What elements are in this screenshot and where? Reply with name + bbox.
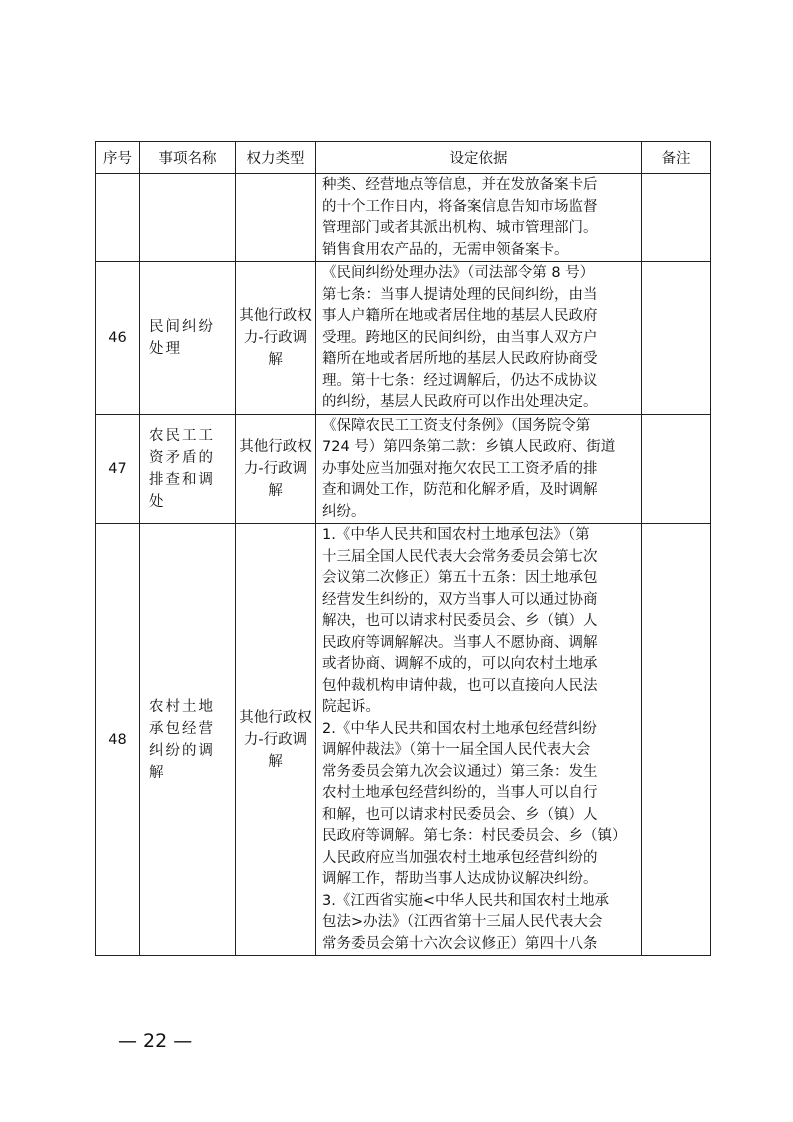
basis-line: 会议第二次修正）第五十五条：因土地承包 xyxy=(322,570,598,586)
header-type: 权力类型 xyxy=(236,142,316,174)
basis-line: 人民政府应当加强农村土地承包经营纠纷的 xyxy=(322,849,598,866)
legal-basis xyxy=(316,174,642,262)
basis-line: 管理部门或者其派出机构、城市管理部门。 xyxy=(322,220,598,236)
note xyxy=(642,414,711,524)
table-row xyxy=(96,262,711,415)
basis-line: 724 号）第四条第二款：乡镇人民政府、街道 xyxy=(322,439,616,455)
power-type: 其他行政权力-行政调解 xyxy=(236,414,316,524)
row-number: 47 xyxy=(96,414,140,524)
basis-line: 《民间纠纷处理办法》（司法部令第 8 号） xyxy=(322,265,595,281)
row-number: 46 xyxy=(96,262,140,415)
note xyxy=(642,174,711,262)
basis-line: 查和调处工作，防范和化解矛盾，及时调解 xyxy=(322,482,598,498)
basis-line: 经营发生纠纷的，双方当事人可以通过协商 xyxy=(322,591,598,608)
basis-line: 办事处应当加强对拖欠农民工工资矛盾的排 xyxy=(322,460,598,477)
basis-line: 的纠纷，基层人民政府可以作出处理决定。 xyxy=(322,394,598,410)
table-row xyxy=(96,174,711,262)
note xyxy=(642,524,711,956)
powers-table xyxy=(95,141,711,956)
power-type: 其他行政权力-行政调解 xyxy=(236,262,316,415)
item-name: 民间纠纷处理 xyxy=(140,262,236,415)
header-num: 序号 xyxy=(96,142,140,174)
basis-line: 籍所在地或者居所地的基层人民政府协商受 xyxy=(322,351,598,367)
basis-line: 民政府等调解。第七条：村民委员会、乡（镇） xyxy=(322,828,627,844)
item-name xyxy=(140,174,236,262)
header-note: 备注 xyxy=(642,142,711,174)
power-type: 其他行政权力-行政调解 xyxy=(236,524,316,956)
basis-line: 调解工作，帮助当事人达成协议解决纠纷。 xyxy=(322,871,598,887)
basis-line: 1.《中华人民共和国农村土地承包法》（第 xyxy=(322,527,590,543)
legal-basis xyxy=(316,262,642,415)
row-number xyxy=(96,174,140,262)
table-row xyxy=(96,414,711,524)
header-basis: 设定依据 xyxy=(316,142,642,174)
basis-line: 解决，也可以请求村民委员会、乡（镇）人 xyxy=(322,613,598,629)
header-name: 事项名称 xyxy=(140,142,236,174)
basis-line: 常务委员会第九次会议通过）第三条：发生 xyxy=(322,763,598,780)
row-number: 48 xyxy=(96,524,140,956)
basis-line: 包法>办法》（江西省第十三届人民代表大会 xyxy=(322,914,603,930)
table-header-row xyxy=(96,142,711,174)
basis-line: 民政府等调解解决。当事人不愿协商、调解 xyxy=(322,634,598,651)
table-row xyxy=(96,524,711,956)
basis-line: 常务委员会第十六次会议修正）第四十八条 xyxy=(322,935,598,952)
basis-line: 农村土地承包经营纠纷的，当事人可以自行 xyxy=(322,785,598,801)
basis-line: 院起诉。 xyxy=(322,699,380,715)
basis-line: 包仲裁机构申请仲裁，也可以直接向人民法 xyxy=(322,677,598,694)
basis-line: 十三届全国人民代表大会常务委员会第七次 xyxy=(322,548,598,565)
legal-basis xyxy=(316,524,642,956)
basis-line: 第七条：当事人提请处理的民间纠纷，由当 xyxy=(322,286,598,303)
note xyxy=(642,262,711,415)
item-name: 农村土地承包经营纠纷的调解 xyxy=(140,524,236,956)
basis-line: 事人户籍所在地或者居住地的基层人民政府 xyxy=(322,308,598,324)
basis-line: 的十个工作日内，将备案信息告知市场监督 xyxy=(322,198,598,215)
basis-line: 2.《中华人民共和国农村土地承包经营纠纷 xyxy=(322,720,597,737)
basis-line: 受理。跨地区的民间纠纷，由当事人双方户 xyxy=(322,329,598,346)
legal-basis xyxy=(316,414,642,524)
basis-line: 和解，也可以请求村民委员会、乡（镇）人 xyxy=(322,806,598,823)
power-type xyxy=(236,174,316,262)
basis-line: 种类、经营地点等信息，并在发放备案卡后 xyxy=(322,177,598,193)
basis-line: 理。第十七条：经过调解后，仍达不成协议 xyxy=(322,372,598,389)
item-name: 农民工工资矛盾的排查和调处 xyxy=(140,414,236,524)
basis-line: 或者协商、调解不成的，可以向农村土地承 xyxy=(322,656,598,672)
basis-line: 3.《江西省实施<中华人民共和国农村土地承 xyxy=(322,892,609,909)
page-number: — 22 — xyxy=(118,1030,193,1052)
basis-line: 纠纷。 xyxy=(322,503,366,520)
basis-line: 调解仲裁法》（第十一届全国人民代表大会 xyxy=(322,742,591,758)
basis-line: 销售食用农产品的，无需申领备案卡。 xyxy=(322,241,569,258)
basis-line: 《保障农民工工资支付条例》（国务院令第 xyxy=(322,417,591,434)
